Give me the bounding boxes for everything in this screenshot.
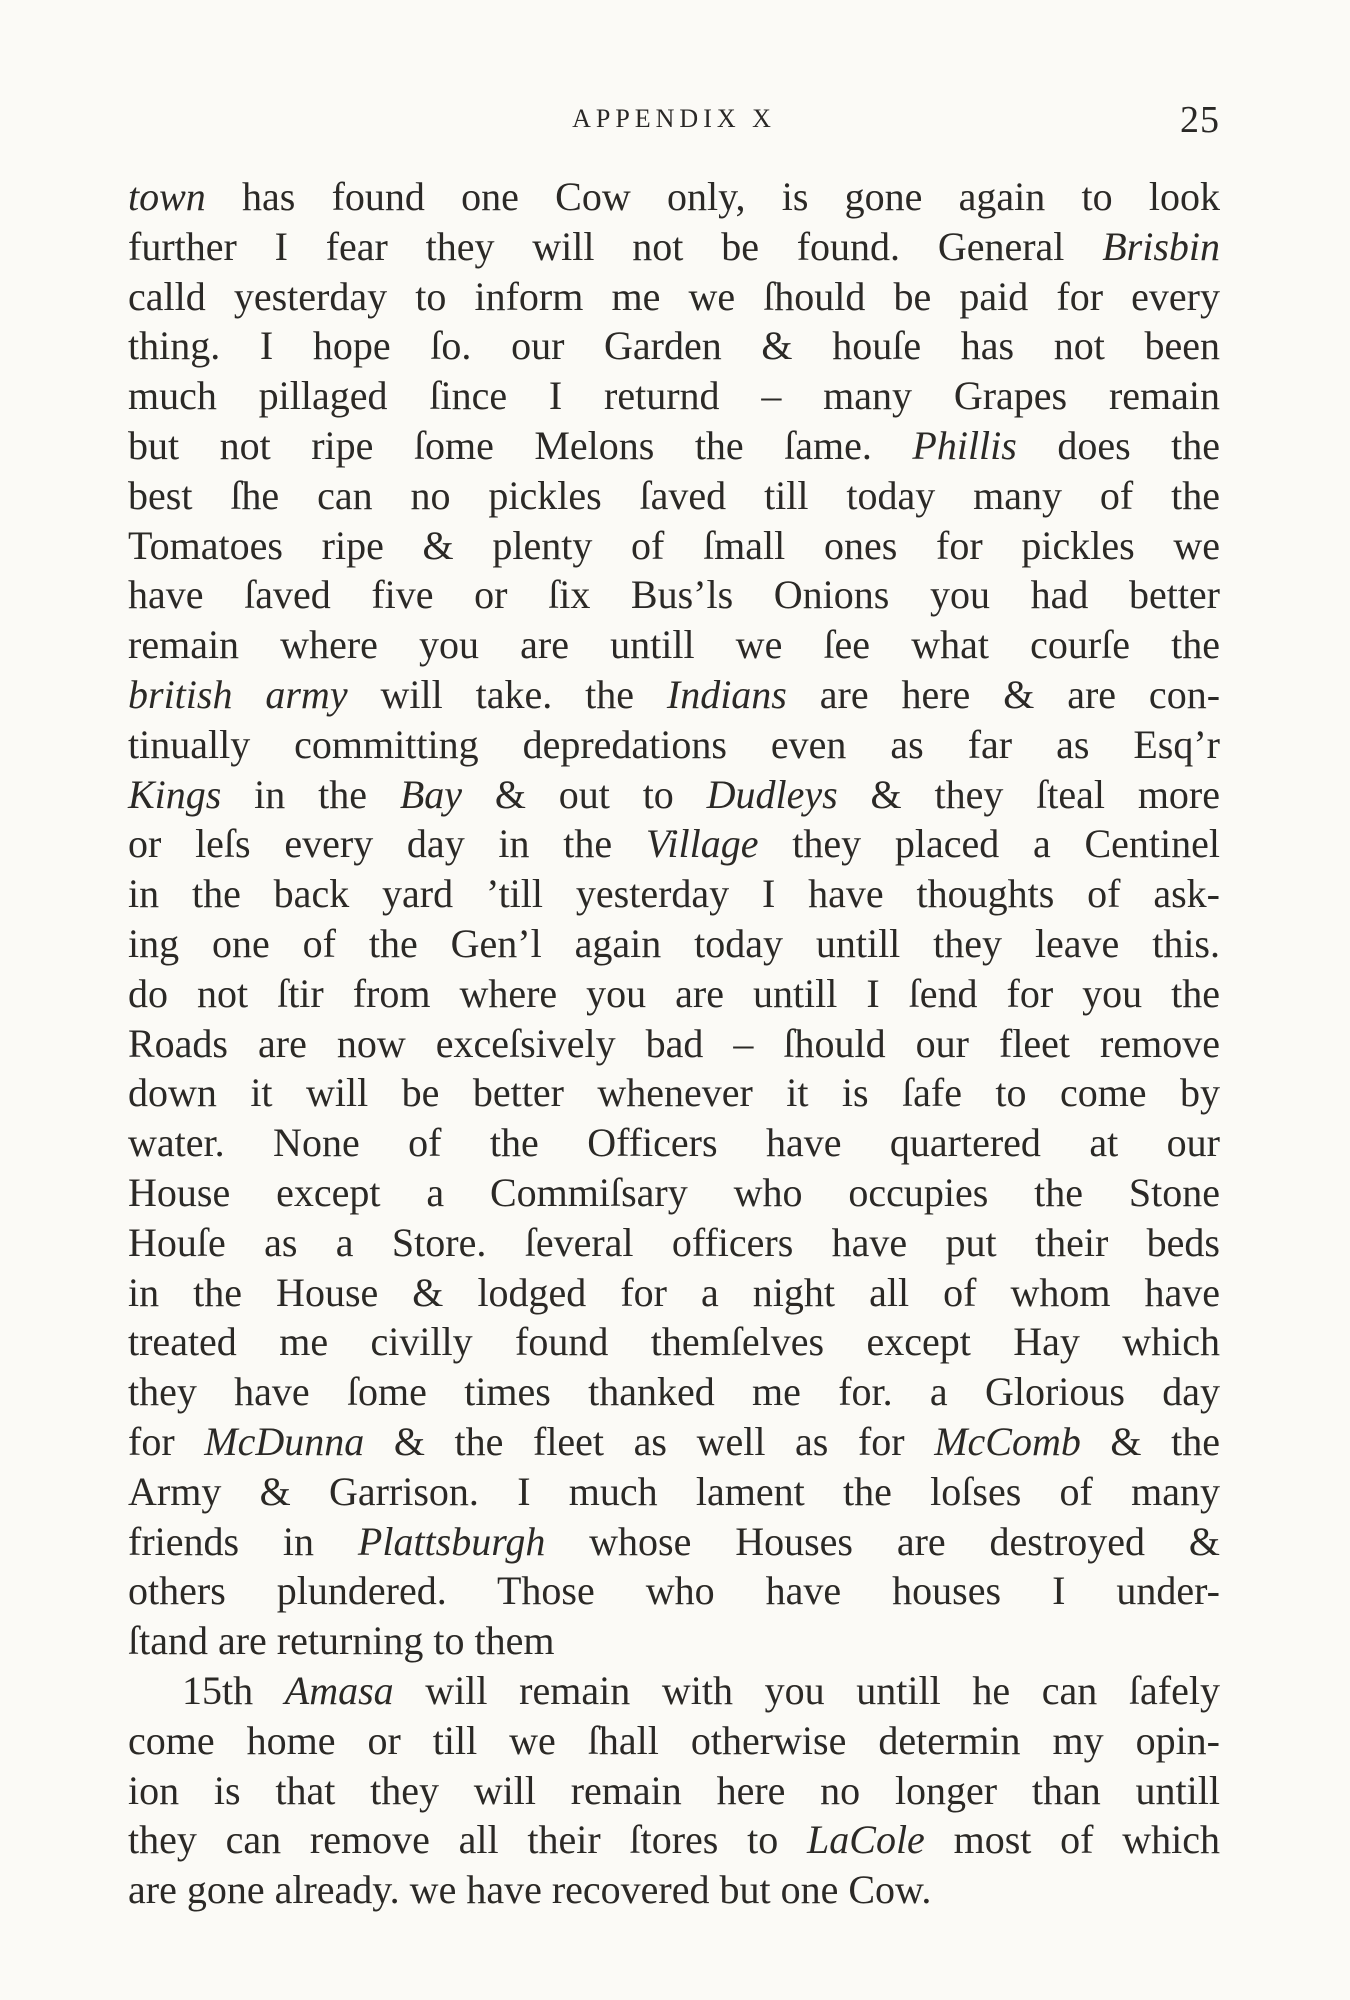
running-head — [128, 98, 1220, 141]
text-segment: does the — [1016, 422, 1220, 468]
text-segment: & out to — [462, 771, 707, 817]
text-segment: are gone already. we have recovered but one Cow. — [128, 1867, 932, 1913]
italic-text: british army — [128, 671, 348, 717]
text-segment: best ſhe can no pickles ſaved till today many of the — [128, 472, 1220, 518]
text-line — [128, 670, 1220, 720]
text-segment: & they ſteal more — [837, 771, 1221, 817]
text-line — [128, 819, 1220, 869]
text-segment: will remain with you untill he can ſafely — [393, 1667, 1220, 1713]
text-segment: Roads are now exceſsively bad – ſhould our fleet remove — [128, 1020, 1220, 1066]
text-line — [128, 172, 1220, 222]
text-segment: in the back yard ’till yesterday I have thoughts of ask- — [128, 871, 1220, 917]
running-title: APPENDIX X — [572, 104, 776, 133]
text-segment: do not ſtir from where you are untill I ſend for you the — [128, 970, 1220, 1016]
italic-text: Plattsburgh — [357, 1518, 546, 1564]
italic-text: Dudleys — [706, 771, 838, 817]
text-segment: in the — [221, 771, 400, 817]
text-segment: are here & are con- — [786, 671, 1221, 717]
text-segment: much pillaged ſince I returnd – many Grapes remain — [128, 373, 1220, 419]
text-segment: for — [128, 1418, 205, 1464]
text-segment: water. None of the Officers have quartered at our — [128, 1120, 1220, 1166]
text-line — [128, 1566, 1220, 1616]
text-segment: will take. the — [347, 671, 667, 717]
text-line — [128, 1716, 1220, 1766]
text-segment: or leſs every day in the — [128, 821, 646, 867]
page-number: 25 — [1180, 99, 1220, 141]
text-segment: but not ripe ſome Melons the ſame. — [128, 422, 913, 468]
text-line — [128, 1019, 1220, 1069]
text-line — [128, 969, 1220, 1019]
italic-text: Bay — [399, 771, 462, 817]
text-segment: Tomatoes ripe & plenty of ſmall ones for pickles we — [128, 522, 1220, 568]
italic-text: LaCole — [807, 1817, 925, 1863]
text-line — [128, 869, 1220, 919]
text-line — [128, 919, 1220, 969]
text-segment: & the fleet as well as for — [364, 1418, 935, 1464]
text-segment: Houſe as a Store. ſeveral officers have put their beds — [128, 1219, 1220, 1265]
text-segment: House except a Commiſsary who occupies the Stone — [128, 1169, 1220, 1215]
italic-text: Amasa — [284, 1667, 394, 1713]
text-line — [128, 321, 1220, 371]
text-line — [128, 570, 1220, 620]
text-line — [128, 1417, 1220, 1467]
text-segment: thing. I hope ſo. our Garden & houſe has not been — [128, 323, 1220, 369]
text-line — [128, 1118, 1220, 1168]
text-segment: come home or till we ſhall otherwise determin my opin- — [128, 1717, 1220, 1763]
text-line — [128, 720, 1220, 770]
text-segment: has found one Cow only, is gone again to look — [205, 174, 1220, 219]
text-segment: Army & Garrison. I much lament the loſses of many — [128, 1468, 1220, 1514]
text-line — [128, 1865, 1220, 1915]
italic-text: Village — [645, 821, 759, 867]
text-segment: they can remove all their ſtores to — [128, 1817, 808, 1863]
text-segment: ſtand are returning to them — [128, 1618, 555, 1664]
text-line — [128, 1218, 1220, 1268]
text-segment: others plundered. Those who have houses I under- — [128, 1568, 1220, 1614]
italic-text: McComb — [934, 1418, 1081, 1464]
text-segment: 15th — [182, 1667, 285, 1713]
text-segment: remain where you are untill we ſee what courſe the — [128, 622, 1220, 668]
text-line — [128, 620, 1220, 670]
text-segment: & the — [1080, 1418, 1221, 1464]
text-line — [128, 471, 1220, 521]
text-line — [128, 1766, 1220, 1816]
text-segment: treated me civilly found themſelves except Hay which — [128, 1319, 1220, 1365]
text-segment: they placed a Centinel — [758, 821, 1220, 867]
italic-text: McDunna — [204, 1418, 365, 1464]
text-line — [128, 521, 1220, 571]
text-line — [128, 1068, 1220, 1118]
text-line — [128, 421, 1220, 471]
text-line — [128, 1666, 1220, 1716]
italic-text: Brisbin — [1102, 223, 1220, 269]
text-line — [128, 1616, 1220, 1666]
text-segment: ing one of the Gen’l again today untill they leave this. — [128, 920, 1220, 966]
text-segment: they have ſome times thanked me for. a Glorious day — [128, 1369, 1220, 1415]
text-segment: whose Houses are destroyed & — [545, 1518, 1220, 1564]
italic-text: Phillis — [912, 422, 1017, 468]
text-line — [128, 1367, 1220, 1417]
text-line — [128, 1268, 1220, 1318]
text-line — [128, 1467, 1220, 1517]
italic-text: Kings — [128, 771, 222, 817]
text-line — [128, 1815, 1220, 1865]
text-line — [128, 371, 1220, 421]
text-line — [128, 272, 1220, 322]
text-line — [128, 1517, 1220, 1567]
italic-text: Indians — [666, 671, 787, 717]
text-segment: have ſaved five or ſix Bus’ls Onions you had better — [128, 572, 1220, 618]
text-segment: ion is that they will remain here no longer than untill — [128, 1767, 1220, 1813]
text-segment: calld yesterday to inform me we ſhould be paid for every — [128, 273, 1220, 319]
italic-text: town — [128, 174, 206, 219]
text-line — [128, 1168, 1220, 1218]
text-segment: down it will be better whenever it is ſafe to come by — [128, 1070, 1220, 1116]
text-line — [128, 1317, 1220, 1367]
text-line — [128, 222, 1220, 272]
letter-text — [128, 172, 1220, 1915]
text-segment: in the House & lodged for a night all of whom have — [128, 1269, 1220, 1315]
text-segment: friends in — [128, 1518, 358, 1564]
text-segment: further I fear they will not be found. General — [128, 223, 1103, 269]
text-segment: tinually committing depredations even as far as Esq’r — [128, 721, 1220, 767]
text-line — [128, 770, 1220, 820]
text-segment: most of which — [924, 1817, 1221, 1863]
